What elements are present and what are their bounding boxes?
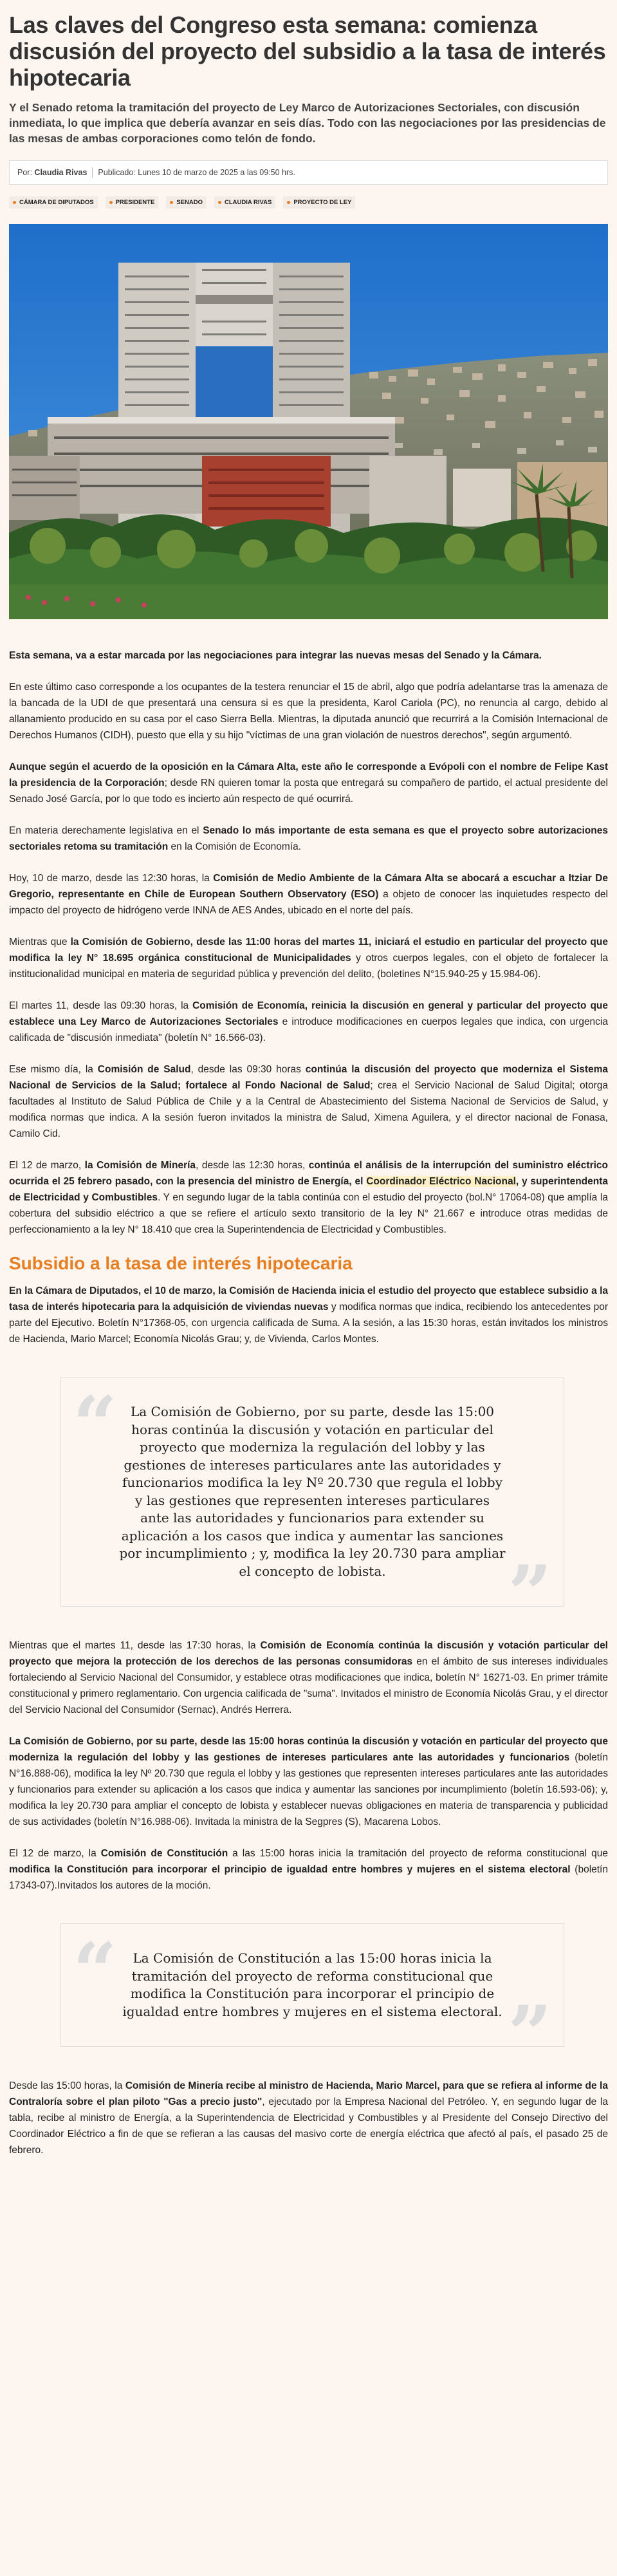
open-quote-icon: “ [73, 1926, 118, 2017]
published-label: Publicado: [98, 168, 136, 177]
tag-item[interactable]: PRESIDENTE [106, 196, 159, 209]
highlighted-term: Coordinador Eléctrico Nacional [366, 1176, 516, 1187]
pull-quote [60, 1923, 564, 2080]
paragraph: En materia derechamente legislativa en el Senado lo más importante de esta semana es que el proyecto sobre autorizaciones sectoriales retoma su tramitación en la Comisión de Economía. [9, 825, 608, 852]
pull-quote [60, 1377, 564, 1639]
paragraph: El 12 de marzo, la Comisión de Constitución a las 15:00 horas inicia la tramitación del proyecto de reforma constitucional que modifica la Constitución para incorporar el principio de igualdad entre hombres y mujeres en el sistema electoral (boletín 17343-07).Invitados los autores de la moción. [9, 1848, 608, 1891]
paragraph: En este último caso corresponde a los ocupantes de la testera renunciar el 15 de abril, algo que podría adelantarse tras la amenaza de la bancada de la UDI de que presentará una censura si es que la presidenta, Karol Cariola (PC), no renuncia al cargo, debido al allanamiento producido en su casa por el caso Sierra Bella. Mientras, la diputada anunció que recurrirá a la Comisión Internacional de Derechos Humanos (CIDH), puesto que ella y su hijo "víctimas de una gran violación de nuestros derechos", según argumentó. [9, 682, 608, 741]
hero-image [9, 224, 608, 619]
tag-item[interactable]: CÁMARA DE DIPUTADOS [9, 196, 98, 209]
tag-list [9, 196, 608, 209]
paragraph: El 12 de marzo, la Comisión de Minería, desde las 12:30 horas, continúa el análisis de la interrupción del suministro eléctrico ocurrida el 25 febrero pasado, con la presencia del ministro de Energía, el Coordinador Eléctrico Nacional, y superintendenta de Electricidad y Combustibles. Y en segundo lugar de la tabla continúa con el estudio del proyecto (bol.N° 17064-08) que amplía la cobertura del subsidio eléctrico a que se refiere el artículo sexto transitorio de la ley N° 21.667 e introduce otras medidas de perfeccionamiento a la ley N° 18.410 que crea la Superintendencia de Electricidad y Combustibles. [9, 1160, 608, 1235]
tag-item[interactable]: CLAUDIA RIVAS [214, 196, 275, 209]
article-lead: Y el Senado retoma la tramitación del proyecto de Ley Marco de Autorizaciones Sectoriales, con discusión inmediata, lo que implica que debería avanzar en seis días. Todo con las negociaciones por las presidencias de las mesas de ambas corporaciones como telón de fondo. [9, 101, 606, 145]
tag-dot-icon [109, 201, 113, 204]
paragraph: Mientras que la Comisión de Gobierno, desde las 11:00 horas del martes 11, iniciará el estudio en particular del proyecto que modifica la ley N° 18.695 orgánica constitucional de Municipalidades y otros cuerpos legales, con el objeto de fortalecer la institucionalidad municipal en materia de seguridad pública y prevención del delito, (boletines N°15.940-25 y 15.984-06). [9, 937, 608, 980]
paragraph: La Comisión de Gobierno, por su parte, desde las 15:00 horas continúa la discusión y votación en particular del proyecto que moderniza la regulación del lobby y las gestiones de intereses particulares ante las autoridades y funcionarios (boletín N°16.888-06), modifica la ley Nº 20.730 que regula el lobby y las gestiones que representen intereses particulares ante las autoridades y funcionarios para extender su aplicación a los casos que indica y aumentar las sanciones por incumplimiento (boletín 16.593-06); y, modifica la ley 20.730 para ampliar el concepto de lobista y establecer nuevas obligaciones en materia de transparencia y publicidad de sus actividades (boletín N°16.988-06). Invitada la ministra de la Segpres (S), Macarena Lobos. [9, 1736, 608, 1827]
article-title: Las claves del Congreso esta semana: comienza discusión del proyecto del subsidio a la tasa de interés hipotecaria [9, 12, 606, 91]
paragraph: Desde las 15:00 horas, la Comisión de Minería recibe al ministro de Hacienda, Mario Marcel, para que se refiera al informe de la Contraloría sobre el plan piloto "Gas a precio justo", ejecutado por la Empresa Nacional del Petróleo. Y, en segundo lugar de la tabla, recibe al ministro de Energía, a la Superintendencia de Electricidad y Combustibles y al Presidente del Consejo Directivo del Coordinador Eléctrico a fin de que se refieran a las causas del masivo corte de energía eléctrica que afectó al país, el pasado 25 de febrero. [9, 2080, 608, 2156]
published-date: Lunes 10 de marzo de 2025 a las 09:50 hrs. [138, 168, 295, 177]
open-quote-icon: “ [73, 1379, 118, 1470]
paragraph: Aunque según el acuerdo de la oposición en la Cámara Alta, este año le corresponde a Evópoli con el nombre de Felipe Kast la presidencia de la Corporación; desde RN quieren tomar la posta que entregará su compañero de partido, el actual presidente del Senado José García, por lo que todo es incierto aún respecto de qué ocurrirá. [9, 761, 609, 805]
tag-dot-icon [13, 201, 16, 204]
meta-divider [92, 167, 93, 178]
pull-quote-text: La Comisión de Constitución a las 15:00 horas inicia la tramitación del proyecto de reforma constitucional que modifica la Constitución para incorporar el principio de igualdad entre hombres y mujeres en el sistema electoral. [122, 1950, 502, 2019]
author-name[interactable]: Claudia Rivas [34, 168, 87, 177]
paragraph: Mientras que el martes 11, desde las 17:30 horas, la Comisión de Economía continúa la discusión y votación particular del proyecto que mejora la protección de los derechos de las personas consumidoras en el ámbito de sus intereses individuales fortaleciendo al Servicio Nacional del Consumidor, y establece otras modificaciones que indica, boletín N° 16271-03. En primer trámite constitucional y primero reglamentario. Con urgencia calificada de "suma". Invitados el ministro de Economía Nicolás Grau, y el director del Servicio Nacional del Consumidor (Sernac), Andrés Herrera. [9, 1640, 608, 1715]
paragraph: Hoy, 10 de marzo, desde las 12:30 horas, la Comisión de Medio Ambiente de la Cámara Alta se abocará a escuchar a Itziar De Gregorio, representante en Chile de European Southern Observatory (ESO) a objeto de conocer las inquietudes respecto del impacto del proyecto de hidrógeno verde INNA de AES Andes, ubicado en el norte del país. [9, 873, 608, 916]
pull-quote-text: La Comisión de Gobierno, por su parte, desde las 15:00 horas continúa la discusión y votación en particular del proyecto que moderniza la regulación del lobby y las gestiones de intereses particulares ante las autoridades y funcionarios modifica la ley Nº 20.730 que regula el lobby y las gestiones que representen intereses particulares ante las autoridades y funcionarios para extender su aplicación a los casos que indica y aumentar las sanciones por incumplimiento ; y, modifica la ley 20.730 para ampliar el concepto de lobista. [119, 1404, 506, 1579]
article-meta [9, 160, 608, 185]
paragraph: Ese mismo día, la Comisión de Salud, desde las 09:30 horas continúa la discusión del proyecto que moderniza el Sistema Nacional de Servicios de la Salud; fortalece al Fondo Nacional de Salud; crea el Servicio Nacional de Salud Digital; otorga facultades al Instituto de Salud Pública de Chile y a la Central de Abastecimiento del Sistema Nacional de Servicios de Salud, y modifica normas que indica. A la sesión fueron invitados la ministra de Salud, Ximena Aguilera, y el director nacional de Fonasa, Camilo Cid. [9, 1064, 609, 1139]
tag-item[interactable]: SENADO [166, 196, 207, 209]
close-quote-icon: ” [507, 1549, 552, 1639]
paragraph: El martes 11, desde las 09:30 horas, la Comisión de Economía, reinicia la discusión en general y particular del proyecto que establece una Ley Marco de Autorizaciones Sectoriales e introduce modificaciones en cuerpos legales que indica, con urgencia calificada de "discusión inmediata" (boletín N° 16.566-03). [9, 1000, 608, 1043]
tag-item[interactable]: PROYECTO DE LEY [283, 196, 355, 209]
tag-dot-icon [287, 201, 290, 204]
tag-dot-icon [170, 201, 173, 204]
author-label: Por: [17, 168, 32, 177]
paragraph: En la Cámara de Diputados, el 10 de marzo, la Comisión de Hacienda inicia el estudio del proyecto que establece subsidio a la tasa de interés hipotecaria para la adquisición de viviendas nuevas y modifica normas que indica, recibiendo los antecedentes por parte del Ejecutivo. Boletín N°17368-05, con urgencia calificada de Suma. A la sesión, a las 15:30 horas, están invitados los ministros de Hacienda, Mario Marcel; Economía Nicolás Grau; y, de Vivienda, Carlos Montes. [9, 1285, 608, 1345]
close-quote-icon: ” [507, 1989, 552, 2080]
tag-dot-icon [218, 201, 221, 204]
paragraph: Esta semana, va a estar marcada por las negociaciones para integrar las nuevas mesas del Senado y la Cámara. [9, 650, 542, 661]
section-heading: Subsidio a la tasa de interés hipotecaria [9, 1253, 353, 1273]
